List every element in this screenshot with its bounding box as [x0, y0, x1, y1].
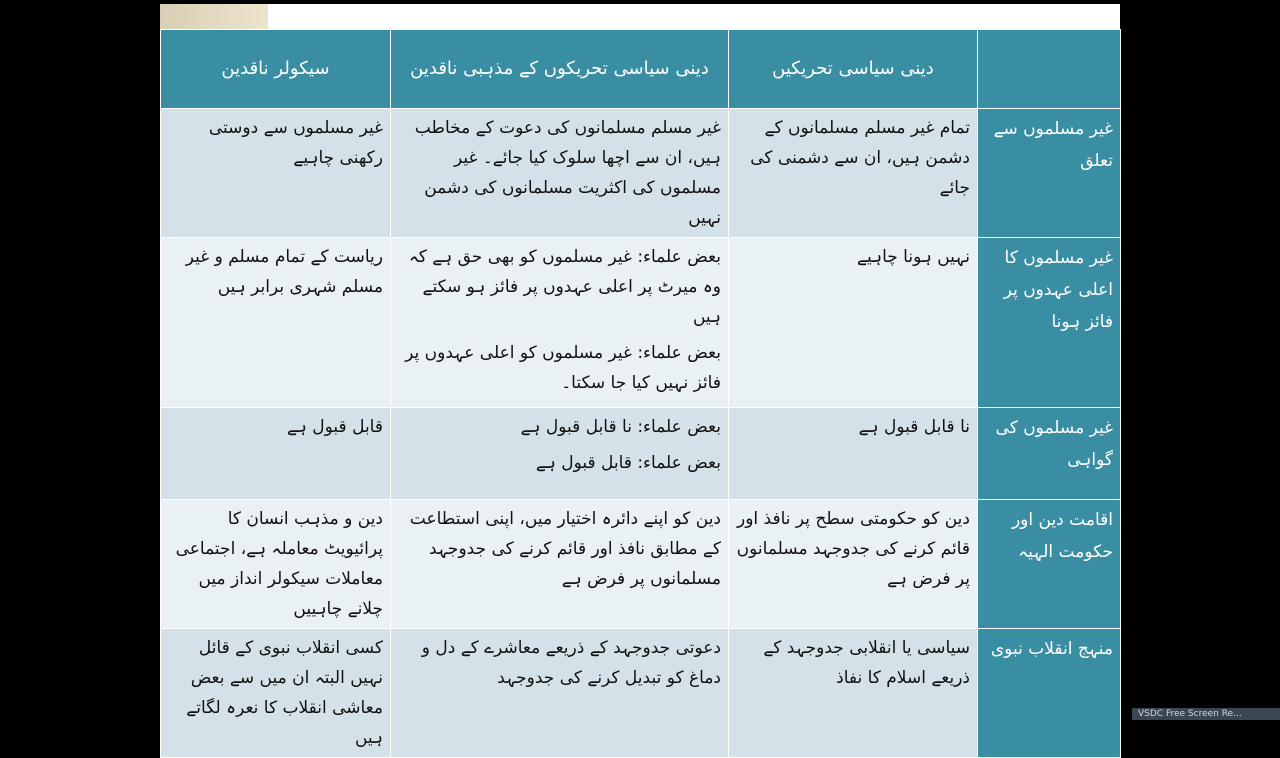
- row-label: منہج انقلاب نبوی: [978, 629, 1121, 758]
- slide-decoration: [160, 4, 268, 29]
- table-cell: [391, 109, 729, 238]
- cell-text: بعض علماء: غیر مسلموں کو اعلی عہدوں پر فائز نہیں کیا جا سکتا۔: [405, 343, 721, 393]
- table-row: [161, 408, 1121, 500]
- cell-text: غیر مسلم مسلمانوں کی دعوت کے مخاطب ہیں، ان سے اچھا سلوک کیا جائے۔ غیر مسلموں کی اکثریت مسلمانوں کی دشمن نہیں: [414, 118, 721, 228]
- comparison-table: [160, 29, 1121, 758]
- cell-text: دعوتی جدوجہد کے ذریعے معاشرے کے دل و دماغ کو تبدیل کرنے کی جدوجہد: [421, 638, 721, 688]
- table-cell: تمام غیر مسلم مسلمانوں کے دشمن ہیں، ان سے دشمنی کی جائے: [729, 109, 978, 238]
- header-cell-movements: دینی سیاسی تحریکیں: [729, 30, 978, 109]
- row-label: غیر مسلموں سے تعلق: [978, 109, 1121, 238]
- row-label: اقامت دین اور حکومت الہیہ: [978, 500, 1121, 629]
- table-cell: [391, 238, 729, 408]
- table-cell: نہیں ہونا چاہیے: [729, 238, 978, 408]
- slide: [160, 4, 1120, 748]
- row-label: غیر مسلموں کا اعلی عہدوں پر فائز ہونا: [978, 238, 1121, 408]
- table-row: [161, 238, 1121, 408]
- header-cell-topic: [978, 30, 1121, 109]
- table-cell: [391, 629, 729, 758]
- row-label: غیر مسلموں کی گواہی: [978, 408, 1121, 500]
- table-cell: دین و مذہب انسان کا پرائیویٹ معاملہ ہے، اجتماعی معاملات سیکولر انداز میں چلانے چاہییں: [161, 500, 391, 629]
- table-header-row: [161, 30, 1121, 109]
- table-cell: نا قابل قبول ہے: [729, 408, 978, 500]
- table-cell: دین کو حکومتی سطح پر نافذ اور قائم کرنے کی جدوجہد مسلمانوں پر فرض ہے: [729, 500, 978, 629]
- table-row: [161, 629, 1121, 758]
- table-cell: [391, 500, 729, 629]
- table-cell: کسی انقلاب نبوی کے قائل نہیں البتہ ان میں سے بعض معاشی انقلاب کا نعرہ لگاتے ہیں: [161, 629, 391, 758]
- recorder-taskbar[interactable]: VSDC Free Screen Re...: [1132, 708, 1280, 720]
- header-cell-secular-critics: سیکولر ناقدین: [161, 30, 391, 109]
- table-row: [161, 109, 1121, 238]
- table-cell: سیاسی یا انقلابی جدوجہد کے ذریعے اسلام کا نفاذ: [729, 629, 978, 758]
- table-cell: [391, 408, 729, 500]
- table-cell: ریاست کے تمام مسلم و غیر مسلم شہری برابر ہیں: [161, 238, 391, 408]
- cell-text: دین کو اپنے دائرہ اختیار میں، اپنی استطاعت کے مطابق نافذ اور قائم کرنے کی جدوجہد مسلمانوں پر فرض ہے: [409, 509, 721, 589]
- table-cell: غیر مسلموں سے دوستی رکھنی چاہیے: [161, 109, 391, 238]
- cell-text: بعض علماء: غیر مسلموں کو بھی حق ہے کہ وہ میرٹ پر اعلی عہدوں پر فائز ہو سکتے ہیں: [408, 247, 721, 327]
- header-cell-religious-critics: دینی سیاسی تحریکوں کے مذہبی ناقدین: [391, 30, 729, 109]
- cell-text: بعض علماء: قابل قبول ہے: [535, 453, 721, 473]
- table-cell: قابل قبول ہے: [161, 408, 391, 500]
- table-row: [161, 500, 1121, 629]
- cell-text: بعض علماء: نا قابل قبول ہے: [520, 417, 721, 437]
